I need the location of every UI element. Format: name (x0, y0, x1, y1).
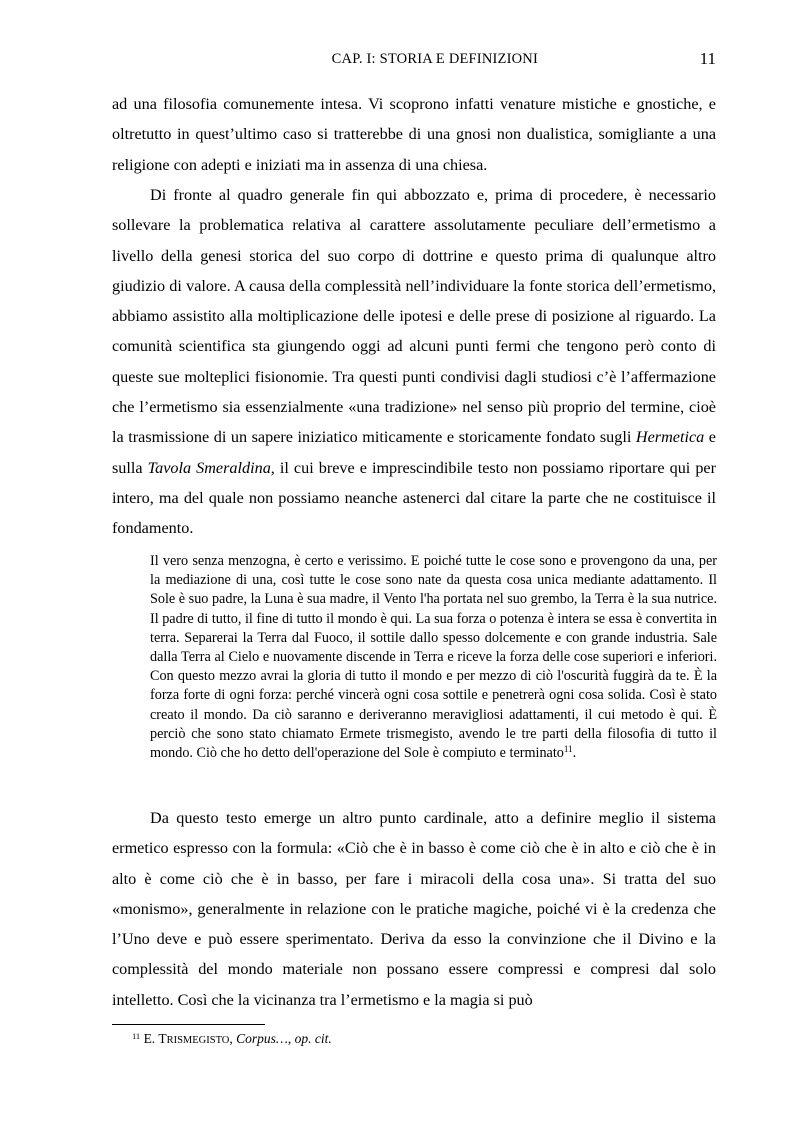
footnote-author-initial: E. T (143, 1031, 167, 1046)
footnote-op-cit: op. cit. (294, 1031, 332, 1046)
running-header (112, 50, 716, 70)
hermetica-title: Hermetica (635, 428, 705, 447)
footnote-number: 11 (132, 1031, 141, 1041)
page-number: 11 (699, 49, 716, 68)
footnote (132, 1031, 712, 1047)
block-quote-text: Il vero senza menzogna, è certo e verissimo. E poiché tutte le cose sono e provengono da una, per la mediazione di una, così tutte le cose sono nate da questa cosa unica mediante adattamento. Il Sole è suo padre, la Luna è sua madre, il Vento l'ha portata nel suo grembo, la Terra è la sua nutrice. Il padre di tutto, il fine di tutto il mondo è qui. La sua forza o potenza è intera se essa è convertita in terra. Separerai la Terra dal Fuoco, il sottile dallo spesso dolcemente e con grande industria. Sale dalla Terra al Cielo e nuovamente discende in Terra e riceve la forza delle cose superiori e inferiori. Con questo mezzo avrai la gloria di tutto il mondo e per mezzo di ciò l'oscurità fuggirà da te. È la forza forte di ogni forza: perché vincerà ogni cosa sottile e penetrerà ogni cosa solida. Così è stato creato il mondo. Da ciò saranno e deriveranno meravigliosi adattamenti, il cui metodo è qui. È perciò che sono stato chiamato Ermete trismegisto, avendo le tre parti della filosofia di tutto il mondo. Ciò che ho detto dell'operazione del Sole è compiuto e terminato (150, 553, 717, 762)
footnote-author-smallcaps: RISMEGISTO (166, 1035, 230, 1046)
footnote-separator-text: , (229, 1031, 237, 1046)
footnote-separator (112, 1024, 265, 1025)
paragraph-2-text-a: Di fronte al quadro generale fin qui abbozzato e, prima di procedere, è necessario sollevare la problematica relativa al carattere assolutamente peculiare dell’ermetismo a livello della genesi storica del suo corpo di dottrine e questo prima di qualunque altro giudizio di valore. A causa della complessità nell’individuare la fonte storica dell’ermetismo, abbiamo assistito alla moltiplicazione delle ipotesi e delle prese di posizione al riguardo. La comunità scientifica sta giungendo oggi ad alcuni punti fermi che tengono però conto di queste sue molteplici fisionomie. Tra questi punti condivisi dagli studiosi c’è l’affermazione che l’ermetismo sia essenzialmente «una tradizione» nel senso più proprio del termine, cioè la trasmissione di un sapere iniziatico miticamente e storicamente fondato sugli (112, 186, 716, 447)
paragraph-1: ad una filosofia comunemente intesa. Vi scoprono infatti venature mistiche e gnostiche, e oltretutto in quest’ultimo caso si tratterebbe di una gnosi non dualistica, somigliante a una religione con adepti e iniziati ma in assenza di una chiesa. (112, 95, 716, 174)
paragraph-2-text-c: il cui breve e imprescindibile testo non possiamo riportare qui per intero, ma del quale non possiamo neanche astenerci dal citare la parte che ne costituisce il fondamento. (112, 458, 717, 538)
footnote-separator-text-2: , (287, 1031, 295, 1046)
paragraph-3: Da questo testo emerge un altro punto cardinale, atto a definire meglio il sistema ermetico espresso con la formula: «Ciò che è in basso è come ciò che è in alto e ciò che è in alto è come ciò che è in basso, per fare i miracoli della cosa una». Si tratta del suo «monismo», generalmente in relazione con le pratiche magiche, poiché vi è la credenza che l’Uno deve e può essere sperimentato. Deriva da esso la convinzione che il Divino e la complessità del mondo materiale non possano essere compressi e compresi dal solo intelletto. Così che la vicinanza tra l’ermetismo e la magia si può (112, 809, 716, 1009)
block-quote: Il vero senza menzogna, è certo e verissimo. E poiché tutte le cose sono e provengono da una, per la mediazione di una, così tutte le cose sono nate da questa cosa unica mediante adattamento. Il Sole è suo padre, la Luna è sua madre, il Vento l'ha portata nel suo grembo, la Terra è la sua nutrice. Il padre di tutto, il fine di tutto il mondo è qui. La sua forza o potenza è intera se essa è convertita in terra. Separerai la Terra dal Fuoco, il sottile dallo spesso dolcemente e con grande industria. Sale dalla Terra al Cielo e nuovamente discende in Terra e riceve la forza delle cose superiori e inferiori. Con questo mezzo avrai la gloria di tutto il mondo e per mezzo di ciò l'oscurità fuggirà da te. È la forza forte di ogni forza: perché vincerà ogni cosa sottile e penetrerà ogni cosa solida. Così è stato creato il mondo. Da ciò saranno e deriveranno meravigliosi adattamenti, il cui metodo è qui. È perciò che sono stato chiamato Ermete trismegisto, avendo le tre parti della filosofia di tutto il mondo. Ciò che ho detto dell'operazione del Sole è compiuto e terminato$^{11}$. (150, 553, 717, 762)
footnote-reference[interactable]: 11 (563, 744, 573, 755)
tavola-smeraldina-title: Tavola Smeraldina, (147, 458, 275, 477)
paragraph-2-text-b: e sulla (112, 428, 716, 477)
paragraph-2 (112, 180, 716, 544)
running-title: CAP. I: STORIA E DEFINIZIONI (331, 51, 538, 67)
footnote-work-title: Corpus… (236, 1031, 288, 1046)
